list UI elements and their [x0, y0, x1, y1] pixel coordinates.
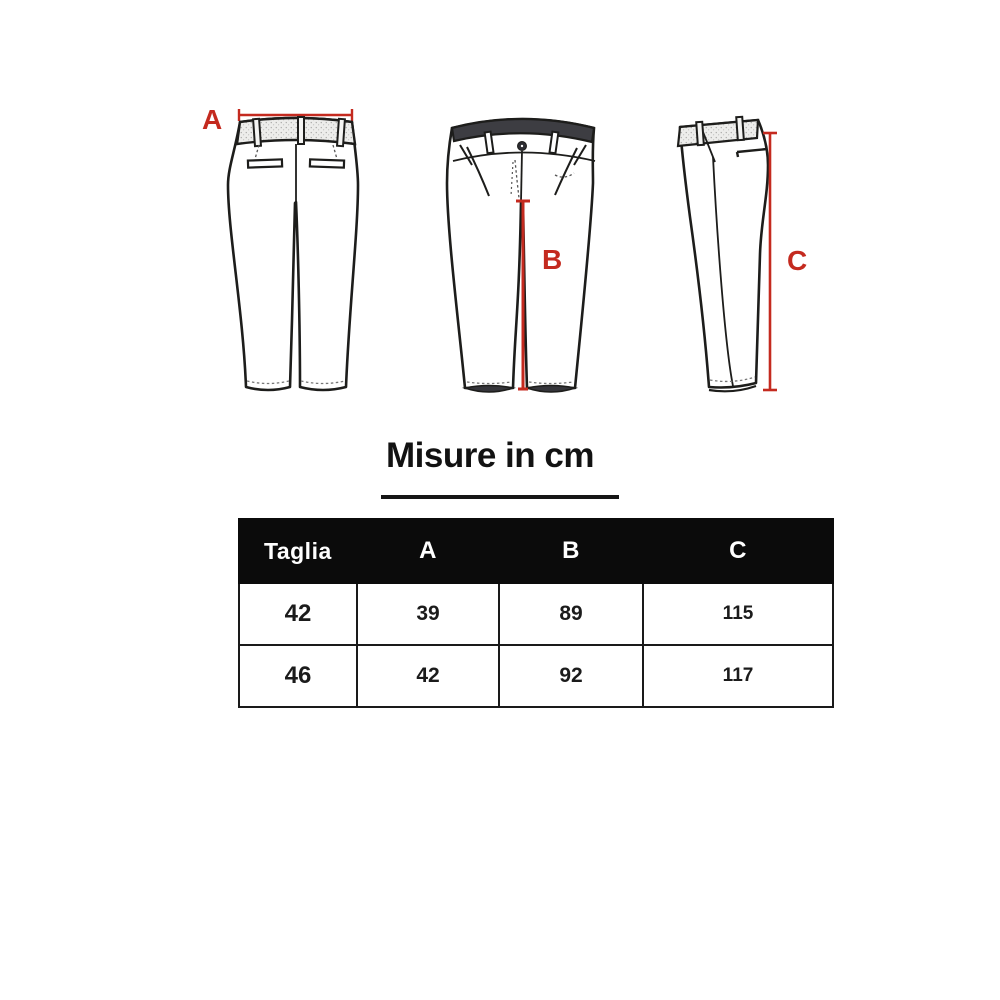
size-table-header-row — [239, 519, 833, 583]
measure-label-c: C — [787, 245, 808, 276]
pants-front-view-figure — [435, 96, 615, 408]
back-silhouette — [228, 118, 358, 390]
size-row-42 — [239, 583, 833, 645]
side-silhouette — [680, 120, 768, 388]
pants-side-view-figure — [655, 96, 825, 408]
front-fly-seam — [521, 151, 522, 202]
header-b: B — [499, 519, 643, 583]
back-pocket-left — [248, 159, 282, 167]
header-c: C — [643, 519, 833, 583]
cell-size-46: 46 — [239, 645, 357, 707]
measure-label-a: A — [202, 104, 223, 135]
size-table — [238, 518, 834, 708]
cell-46-c: 117 — [643, 645, 833, 707]
page-title: Misure in cm — [386, 436, 594, 475]
cell-42-a: 39 — [357, 583, 499, 645]
pants-back-view-figure — [195, 96, 380, 408]
header-taglia: Taglia — [239, 519, 357, 583]
title-underline — [381, 495, 619, 499]
cell-42-b: 89 — [499, 583, 643, 645]
measure-label-b: B — [542, 244, 563, 275]
back-pocket-right — [310, 159, 344, 167]
size-row-46 — [239, 645, 833, 707]
cell-42-c: 115 — [643, 583, 833, 645]
header-a: A — [357, 519, 499, 583]
cell-size-42: 42 — [239, 583, 357, 645]
cell-46-a: 42 — [357, 645, 499, 707]
front-button-hole — [521, 145, 523, 147]
cell-46-b: 92 — [499, 645, 643, 707]
